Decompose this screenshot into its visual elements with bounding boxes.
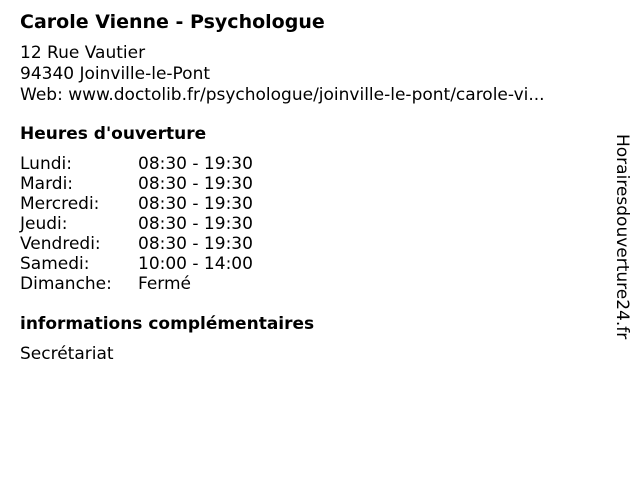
info-heading: informations complémentaires: [20, 314, 315, 334]
address-block: [20, 43, 545, 106]
time-value: 08:30 - 19:30: [138, 174, 253, 194]
hours-row-saturday: [20, 254, 320, 274]
day-label: Samedi:: [20, 254, 90, 274]
time-value: 08:30 - 19:30: [138, 194, 253, 214]
time-value: 10:00 - 14:00: [138, 254, 253, 274]
hours-row-thursday: [20, 214, 320, 234]
day-label: Lundi:: [20, 154, 72, 174]
address-city: 94340 Joinville-le-Pont: [20, 64, 211, 84]
time-value: 08:30 - 19:30: [138, 234, 253, 254]
day-label: Jeudi:: [20, 214, 68, 234]
web-link[interactable]: Web: www.doctolib.fr/psychologue/joinville-le-pont/carole-vi...: [20, 85, 545, 105]
hours-row-sunday: [20, 274, 320, 294]
hours-row-wednesday: [20, 194, 320, 214]
hours-heading: Heures d'ouverture: [20, 124, 207, 144]
time-value: 08:30 - 19:30: [138, 154, 253, 174]
business-title: Carole Vienne - Psychologue: [20, 11, 325, 33]
address-street: 12 Rue Vautier: [20, 43, 146, 63]
hours-row-monday: [20, 154, 320, 174]
day-label: Dimanche:: [20, 274, 112, 294]
time-value: Fermé: [138, 274, 192, 294]
day-label: Mercredi:: [20, 194, 100, 214]
hours-row-friday: [20, 234, 320, 254]
time-value: 08:30 - 19:30: [138, 214, 253, 234]
hours-row-tuesday: [20, 174, 320, 194]
hours-list: [20, 154, 320, 294]
info-text: Secrétariat: [20, 344, 114, 364]
side-brand-text: Horairesdouverture24.fr: [612, 134, 632, 340]
day-label: Mardi:: [20, 174, 74, 194]
day-label: Vendredi:: [20, 234, 101, 254]
